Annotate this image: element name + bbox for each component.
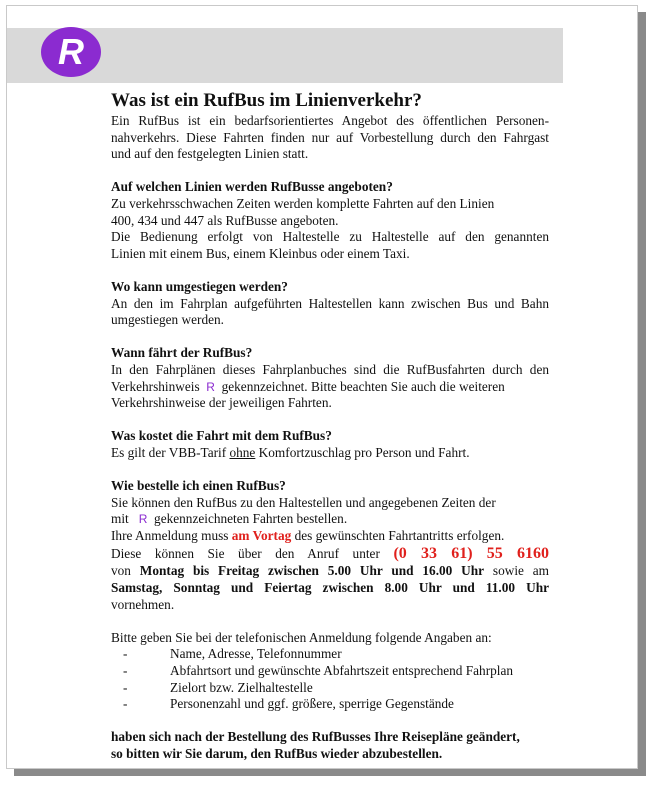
cost-section (111, 428, 549, 461)
text-span: des gewünschten Fahrtantritts erfolgen. (294, 527, 505, 543)
list-item-text: Name, Adresse, Telefonnummer (170, 646, 342, 662)
list-item (111, 696, 549, 713)
rufbus-marker-icon: R (206, 379, 215, 394)
page-title: Was ist ein RufBus im Linienverkehr? (111, 90, 422, 111)
section-heading: Wann fährt der RufBus? (111, 345, 253, 361)
section-heading: Wie bestelle ich einen RufBus? (111, 478, 286, 494)
list-item (111, 646, 549, 663)
rufbus-logo (40, 26, 102, 78)
text-span: von (111, 563, 131, 579)
final-line: so bitten wir Sie darum, den RufBus wieder abzubestellen. (111, 745, 443, 761)
section-line: An den im Fahrplan aufgeführten Haltestellen kann zwischen Bus und Bahn (111, 295, 549, 311)
text-span: sowie am (492, 563, 550, 579)
details-list (111, 646, 549, 712)
details-section (111, 630, 549, 713)
section-line (111, 563, 549, 580)
section-line: Verkehrshinweise der jeweiligen Fahrten. (111, 395, 332, 411)
content (111, 89, 549, 763)
list-item-text: Zielort bzw. Zielhaltestelle (170, 679, 313, 695)
order-section (111, 478, 549, 613)
intro-line: und auf den festgelegten Linien statt. (111, 146, 309, 162)
section-line (111, 511, 549, 528)
lines-section (111, 179, 549, 262)
final-note (111, 729, 549, 762)
dash-bullet: - (123, 679, 128, 695)
text-span: Es gilt der VBB-Tarif (111, 444, 227, 460)
intro-line: Ein RufBus ist ein bedarfsorientiertes Angebot des öffentlichen Personen- (111, 113, 549, 128)
dash-bullet: - (123, 663, 128, 678)
section-line: Die Bedienung erfolgt von Haltestelle zu Haltestelle auf den genannten (111, 229, 549, 245)
section-line: 400, 434 und 447 als RufBusse angeboten. (111, 212, 339, 228)
list-item (111, 663, 549, 680)
when-section (111, 345, 549, 411)
underlined-word: ohne (229, 444, 256, 460)
section-heading: Wo kann umgestiegen werden? (111, 278, 288, 294)
section-line: In den Fahrplänen dieses Fahrplanbuches sind die RufBusfahrten durch den (111, 361, 549, 377)
dash-bullet: - (123, 646, 128, 662)
section-line: umgestiegen werden. (111, 312, 224, 328)
list-item-text: Personenzahl und ggf. größere, sperrige Gegenstände (170, 696, 454, 712)
logo-letter: R (58, 31, 84, 72)
intro-section (111, 113, 549, 163)
text-span: Diese können Sie über den Anruf unter (111, 546, 380, 562)
text-span: gekennzeichneten Fahrten bestellen. (154, 511, 348, 527)
section-line (111, 445, 549, 462)
highlight-text: am Vortag (231, 527, 292, 543)
text-span: Verkehrshinweis (111, 378, 200, 394)
section-heading: Auf welchen Linien werden RufBusse angeboten? (111, 179, 393, 195)
section-line: vornehmen. (111, 596, 175, 612)
rufbus-marker-icon: R (138, 512, 148, 527)
document-page (6, 5, 638, 769)
section-line (111, 580, 549, 597)
final-line: haben sich nach der Bestellung des RufBusses Ihre Reisepläne geändert, (111, 729, 520, 745)
section-line: Bitte geben Sie bei der telefonischen Anmeldung folgende Angaben an: (111, 629, 492, 645)
section-line (111, 544, 549, 563)
bold-text: Samstag, Sonntag und Feiertag zwischen 8.00 Uhr und 11.00 Uhr (111, 580, 549, 596)
bold-text: Montag bis Freitag zwischen 5.00 Uhr und 16.00 Uhr (139, 563, 485, 579)
text-span: Komfortzuschlag pro Person und Fahrt. (258, 444, 470, 460)
section-line: Linien mit einem Bus, einem Kleinbus oder einem Taxi. (111, 245, 410, 261)
text-span: gekennzeichnet. Bitte beachten Sie auch die weiteren (221, 378, 505, 394)
list-item-text: Abfahrtsort und gewünschte Abfahrtszeit entsprechend Fahrplan (170, 663, 514, 678)
section-line: Zu verkehrsschwachen Zeiten werden komplette Fahrten auf den Linien (111, 195, 495, 211)
text-span: Ihre Anmeldung muss (111, 527, 229, 543)
section-line (111, 379, 549, 396)
text-span: mit (111, 511, 129, 527)
section-line: Sie können den RufBus zu den Haltestellen und angegebenen Zeiten der (111, 494, 496, 510)
section-heading: Was kostet die Fahrt mit dem RufBus? (111, 428, 332, 444)
section-line (111, 528, 549, 545)
intro-line: nahverkehrs. Diese Fahrten finden nur auf Vorbestellung durch den Fahrgast (111, 129, 549, 145)
list-item (111, 680, 549, 697)
phone-number: (0 33 61) 55 6160 (393, 545, 550, 563)
dash-bullet: - (123, 696, 128, 712)
transfer-section (111, 279, 549, 329)
